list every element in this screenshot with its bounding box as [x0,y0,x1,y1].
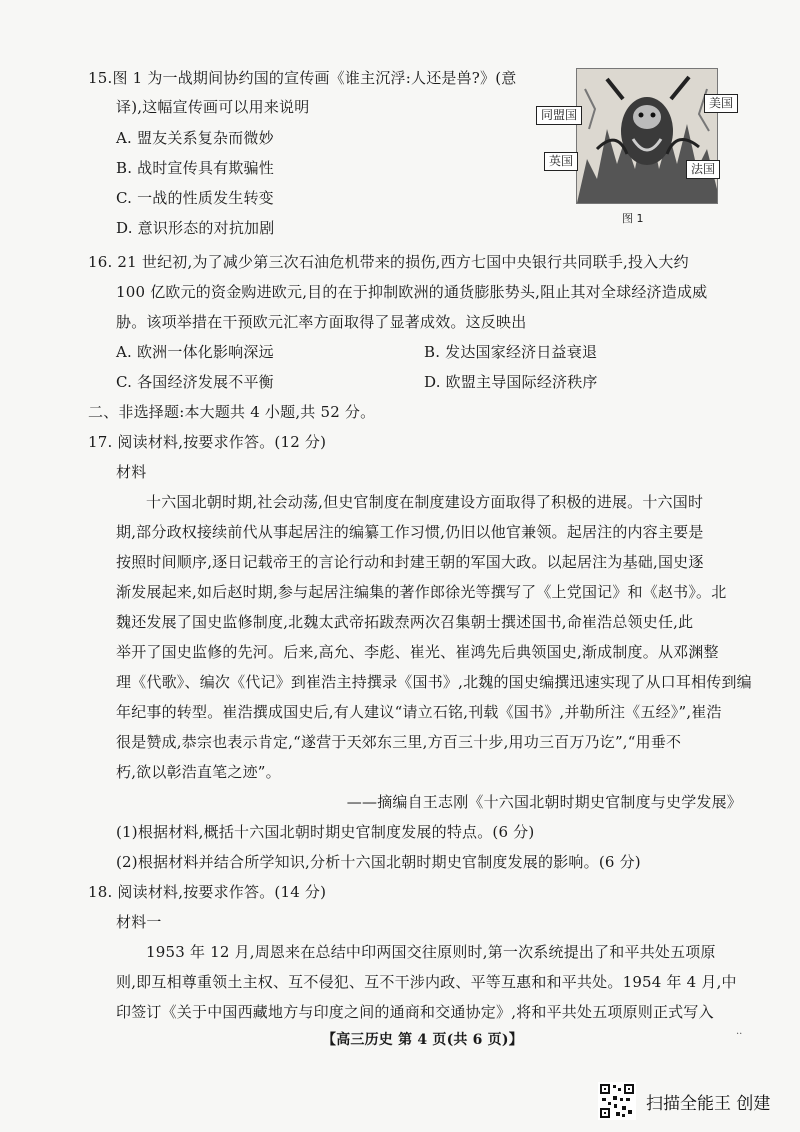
q16-option-d: D. 欧盟主导国际经济秩序 [424,373,598,391]
q15-option-b: B. 战时宣传具有欺骗性 [116,159,274,177]
q17-material-label: 材料 [116,463,147,481]
figure-label-central-powers: 同盟国 [536,106,582,125]
q16-stem-line1: 16. 21 世纪初,为了减少第三次石油危机带来的损伤,西方七国中央银行共同联手,投入大约 [88,253,689,271]
q18-paragraph-line: 印签订《关于中国西藏地方与印度之间的通商和交通协定》,将和平共处五项原则正式写入 [116,1003,714,1021]
qr-code-icon [598,1082,636,1120]
q16-stem-line2: 100 亿欧元的资金购进欧元,目的在于抑制欧洲的通货膨胀势头,阻止其对全球经济造成威 [116,283,708,301]
q17-paragraph-line: 按照时间顺序,逐日记载帝王的言论行动和封建王朝的军国大政。以起居注为基础,国史逐 [116,553,704,571]
q15-option-d: D. 意识形态的对抗加剧 [116,219,275,237]
page-footer-label: 【高三历史 第 4 页(共 6 页)】 [322,1032,523,1048]
q17-paragraph-line: 期,部分政权接续前代从事起居注的编纂工作习惯,仍旧以他官兼领。起居注的内容主要是 [116,523,704,541]
q17-source: ——摘编自王志刚《十六国北朝时期史官制度与史学发展》 [346,793,742,811]
q17-subquestion-1: (1)根据材料,概括十六国北朝时期史官制度发展的特点。(6 分) [116,823,535,841]
figure-1 [536,66,752,206]
q17-paragraph-line: 渐发展起来,如后赵时期,参与起居注编集的著作郎徐光等撰写了《上党国记》和《赵书》。北 [116,583,727,601]
q16-option-b: B. 发达国家经济日益衰退 [424,343,598,361]
scanner-watermark: 扫描全能王 创建 [646,1094,771,1114]
q15-stem-line2: 译),这幅宣传画可以用来说明 [116,98,310,116]
propaganda-poster-image [576,68,718,204]
figure-label-usa: 美国 [704,94,738,113]
q17-paragraph-line: 年纪事的转型。崔浩撰成国史后,有人建议“请立石铭,刊载《国书》,并勒所注《五经》”,崔浩 [116,703,722,721]
q17-paragraph-line: 举开了国史监修的先河。后来,高允、李彪、崔光、崔鸿先后典领国史,渐成制度。从邓渊整 [116,643,719,661]
q17-paragraph-line: 很是赞成,恭宗也表示肯定,“遂营于天郊东三里,方百三十步,用功三百万乃讫”,“用垂不 [116,733,682,751]
figure-caption: 图 1 [622,212,644,225]
q18-paragraph-line: 则,即互相尊重领土主权、互不侵犯、互不干涉内政、平等互惠和和平共处。1954 年 4 月,中 [116,973,737,991]
q18-paragraph-line: 1953 年 12 月,周恩来在总结中印两国交往原则时,第一次系统提出了和平共处五项原 [146,943,716,961]
q17-subquestion-2: (2)根据材料并结合所学知识,分析十六国北朝时期史官制度发展的影响。(6 分) [116,853,641,871]
section-heading: 二、非选择题:本大题共 4 小题,共 52 分。 [88,403,376,421]
q16-stem-line3: 胁。该项举措在干预欧元汇率方面取得了显著成效。这反映出 [116,313,527,331]
q18-material-label: 材料一 [116,913,162,931]
q16-option-c: C. 各国经济发展不平衡 [116,373,274,391]
q17-paragraph-line: 十六国北朝时期,社会动荡,但史官制度在制度建设方面取得了积极的进展。十六国时 [146,493,704,511]
figure-label-uk: 英国 [544,152,578,171]
q15-stem-line1: 15.图 1 为一战期间协约国的宣传画《谁主沉浮:人还是兽?》(意 [88,69,517,87]
q15-option-c: C. 一战的性质发生转变 [116,189,274,207]
figure-label-france: 法国 [686,160,720,179]
footer-mark: .. [736,1026,743,1037]
q17-title: 17. 阅读材料,按要求作答。(12 分) [88,433,327,451]
q17-paragraph-line: 理《代歌》、编次《代记》到崔浩主持撰录《国书》,北魏的国史编撰迅速实现了从口耳相传到编 [116,673,752,691]
q17-paragraph-line: 魏还发展了国史监修制度,北魏太武帝拓跋焘两次召集朝士撰述国书,命崔浩总领史任,此 [116,613,694,631]
q17-paragraph-line: 朽,欲以彰浩直笔之迹”。 [116,763,281,781]
q18-title: 18. 阅读材料,按要求作答。(14 分) [88,883,327,901]
q15-option-a: A. 盟友关系复杂而微妙 [116,129,274,147]
q16-option-a: A. 欧洲一体化影响深远 [116,343,274,361]
